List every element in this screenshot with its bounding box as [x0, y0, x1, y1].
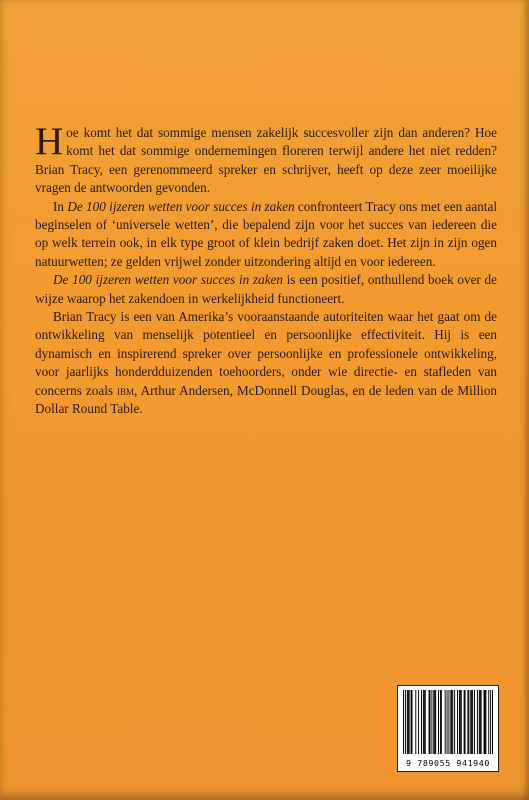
barcode-bar: [484, 690, 485, 754]
barcode-bar: [448, 690, 449, 754]
barcode-bar: [450, 690, 451, 754]
barcode-bar: [480, 690, 481, 754]
barcode-bar: [461, 690, 462, 754]
barcode-bar: [408, 690, 409, 754]
barcode-bar: [488, 690, 489, 754]
drop-cap: H: [35, 120, 64, 163]
barcode-bar: [403, 690, 404, 754]
barcode-bar: [435, 690, 436, 754]
barcode-bar: [471, 690, 472, 754]
barcode-bar: [472, 690, 473, 754]
barcode-bar: [438, 690, 439, 754]
barcode-bar: [418, 690, 419, 754]
barcode-bar: [484, 690, 485, 754]
author-bio-end: , Arthur Andersen, McDonnell Douglas, en de leden van de Million Dollar Round Table.: [35, 382, 498, 417]
barcode-bar: [415, 690, 416, 754]
barcode-bar: [431, 690, 432, 754]
barcode-bar: [424, 690, 425, 754]
isbn-barcode: [397, 685, 499, 772]
barcode-bar: [464, 690, 465, 754]
barcode-bar: [485, 690, 486, 754]
barcode-bar: [411, 690, 412, 754]
barcode-bar: [412, 690, 413, 754]
barcode-bar: [452, 690, 453, 754]
barcode-bar: [451, 690, 452, 754]
barcode-bar: [421, 690, 422, 754]
blurb-text: [35, 120, 498, 419]
barcode-bar: [405, 690, 406, 754]
barcode-bar: [430, 690, 431, 754]
barcode-bar: [434, 690, 435, 754]
barcode-bar: [441, 690, 442, 754]
barcode-bar: [479, 690, 480, 754]
barcode-bar: [423, 690, 424, 754]
blurb-paragraph-2: [35, 198, 497, 272]
barcode-bar: [425, 690, 426, 754]
barcode-bar: [470, 690, 471, 754]
paragraph-2-lead: In: [53, 198, 68, 214]
barcode-bar: [433, 690, 434, 754]
barcode-bar: [407, 690, 408, 754]
barcode-bar: [492, 690, 493, 754]
barcode-bar: [490, 690, 491, 754]
barcode-bar: [454, 690, 455, 754]
barcode-bar: [440, 690, 441, 754]
paragraph-2-text: confronteert Tracy ons met een aantal beginselen of ‘universele wetten’, die bepalend zijn voor het succes van iedereen die op welk terrein ook, in elk type groot of klein bedrijf zaken doet. Het zijn in zijn ogen natuurwetten; ze gelden vrijwel zonder uitzondering altijd en voor iedereen.: [35, 198, 497, 269]
blurb-paragraph-1: [35, 120, 497, 198]
barcode-bar: [474, 690, 475, 754]
barcode-bar: [477, 690, 478, 754]
barcode-bar: [465, 690, 466, 754]
barcode-bar: [457, 690, 458, 754]
barcode-bar: [460, 690, 461, 754]
barcode-bar: [409, 690, 410, 754]
author-bio-text: Brian Tracy is een van Amerika’s vooraanstaande autoriteiten waar het gaat om de ontwikkeling van menselijk potentieel en persoonlijke effectiviteit. Hij is een dynamisch en inspirerend spreker over persoonlijke en professionele ontwikkeling, voor jaarlijks honderdduizenden toehoorders, onder wie directie- en stafleden van concerns zoals: [35, 309, 497, 398]
barcode-bar: [447, 690, 448, 754]
book-title: De 100 ijzeren wetten voor succes in zaken: [67, 198, 295, 214]
paragraph-3-text: is een positief, onthullend boek over de wijze waarop het zakendoen in werkelijkheid functioneert.: [35, 272, 498, 306]
barcode-bars: [403, 690, 493, 754]
paragraph-1-text: oe komt het dat sommige mensen zakelijk succesvoller zijn dan anderen? Hoe komt het dat sommige ondernemingen floreren terwijl andere het niet redden? Brian Tracy, een gerenommeerd spreker en schrijver, heeft op deze zeer moeilijke vragen de antwoorden gevonden.: [35, 125, 497, 196]
barcode-bar: [467, 690, 468, 754]
author-bio: [35, 308, 497, 418]
barcode-bar: [481, 690, 482, 754]
book-title: De 100 ijzeren wetten voor succes in zaken: [53, 272, 283, 288]
blurb-paragraph-3: [35, 271, 497, 308]
barcode-bar: [459, 690, 460, 754]
barcode-bar: [445, 690, 446, 754]
ibm-name: ibm: [117, 382, 135, 398]
isbn-digits: 9 789055 941940: [406, 758, 490, 768]
barcode-bar: [468, 690, 469, 754]
barcode-bar: [429, 690, 430, 754]
